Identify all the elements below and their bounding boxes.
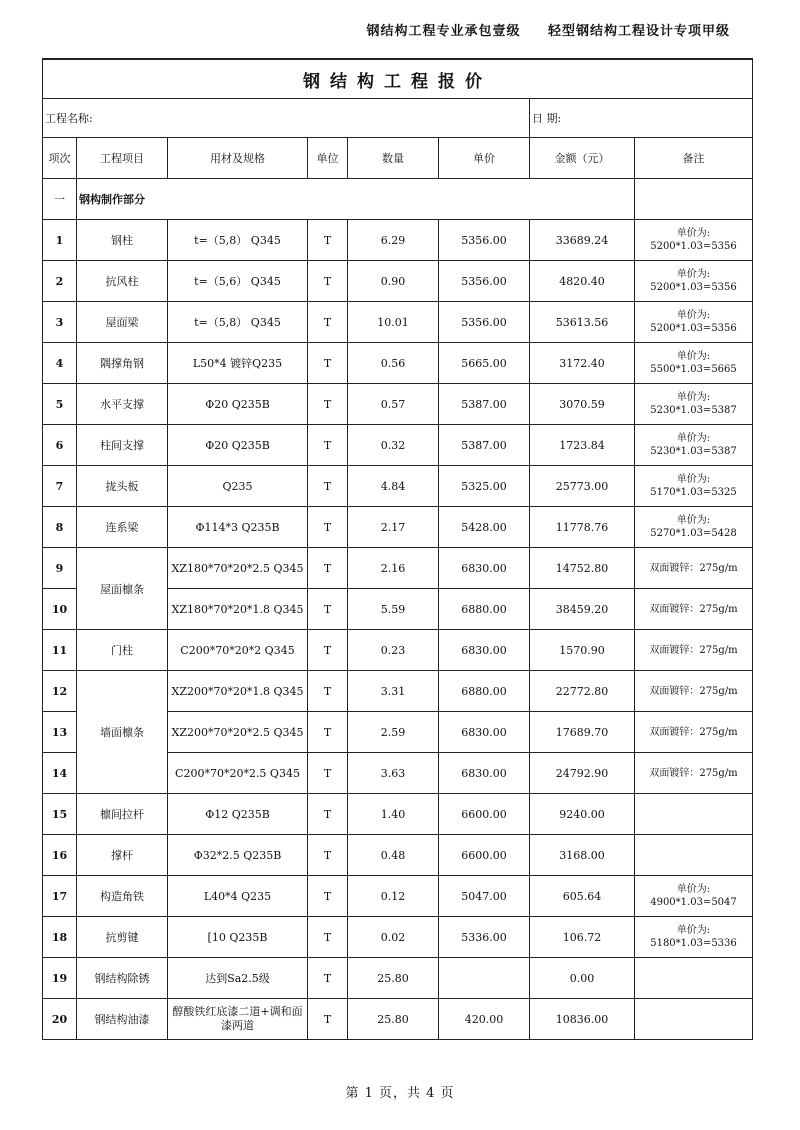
row-item: 屋面梁 xyxy=(77,302,168,343)
row-note: 单价为: 5170*1.03=5325 xyxy=(635,466,753,507)
row-spec: L40*4 Q235 xyxy=(168,876,308,917)
row-no: 8 xyxy=(43,507,77,548)
row-qty: 4.84 xyxy=(348,466,439,507)
row-item: 柱间支撑 xyxy=(77,425,168,466)
row-qty: 2.59 xyxy=(348,712,439,753)
row-item: 拢头板 xyxy=(77,466,168,507)
row-spec: 醇酸铁红底漆二道+调和面漆两道 xyxy=(168,999,308,1040)
row-spec: Φ32*2.5 Q235B xyxy=(168,835,308,876)
row-note: 单价为: 5200*1.03=5356 xyxy=(635,261,753,302)
quotation-table xyxy=(42,58,753,1040)
row-unit: T xyxy=(308,466,348,507)
row-item: 钢结构除锈 xyxy=(77,958,168,999)
header-price: 单价 xyxy=(439,138,530,179)
row-amount: 605.64 xyxy=(530,876,635,917)
row-price: 6830.00 xyxy=(439,548,530,589)
row-note: 单价为: 5230*1.03=5387 xyxy=(635,384,753,425)
row-price: 5325.00 xyxy=(439,466,530,507)
cert-design: 轻型钢结构工程设计专项甲级 xyxy=(547,24,730,39)
row-no: 10 xyxy=(43,589,77,630)
row-spec: C200*70*20*2.5 Q345 xyxy=(168,753,308,794)
row-price: 5356.00 xyxy=(439,220,530,261)
row-amount: 53613.56 xyxy=(530,302,635,343)
row-price: 5356.00 xyxy=(439,261,530,302)
row-note: 双面镀锌：275g/m xyxy=(635,671,753,712)
row-unit: T xyxy=(308,835,348,876)
row-qty: 10.01 xyxy=(348,302,439,343)
row-price: 6830.00 xyxy=(439,712,530,753)
row-price: 5356.00 xyxy=(439,302,530,343)
row-spec: XZ180*70*20*1.8 Q345 xyxy=(168,589,308,630)
header-qty: 数量 xyxy=(348,138,439,179)
row-item: 抗风柱 xyxy=(77,261,168,302)
row-note: 单价为: 5230*1.03=5387 xyxy=(635,425,753,466)
row-unit: T xyxy=(308,384,348,425)
row-qty: 3.63 xyxy=(348,753,439,794)
row-item: 门柱 xyxy=(77,630,168,671)
row-note xyxy=(635,794,753,835)
row-no: 4 xyxy=(43,343,77,384)
row-unit: T xyxy=(308,712,348,753)
row-spec: XZ200*70*20*1.8 Q345 xyxy=(168,671,308,712)
row-spec: XZ180*70*20*2.5 Q345 xyxy=(168,548,308,589)
row-amount: 22772.80 xyxy=(530,671,635,712)
row-price: 5047.00 xyxy=(439,876,530,917)
row-item: 构造角铁 xyxy=(77,876,168,917)
row-price: 5387.00 xyxy=(439,384,530,425)
row-amount: 14752.80 xyxy=(530,548,635,589)
row-amount: 4820.40 xyxy=(530,261,635,302)
row-price: 6880.00 xyxy=(439,671,530,712)
row-qty: 5.59 xyxy=(348,589,439,630)
row-item: 墙面檩条 xyxy=(77,671,168,794)
row-amount: 17689.70 xyxy=(530,712,635,753)
row-item: 抗剪键 xyxy=(77,917,168,958)
row-no: 11 xyxy=(43,630,77,671)
row-qty: 6.29 xyxy=(348,220,439,261)
table-row xyxy=(43,261,753,302)
row-amount: 3168.00 xyxy=(530,835,635,876)
row-no: 17 xyxy=(43,876,77,917)
row-no: 6 xyxy=(43,425,77,466)
row-no: 18 xyxy=(43,917,77,958)
row-qty: 0.02 xyxy=(348,917,439,958)
table-row xyxy=(43,466,753,507)
row-price: 5336.00 xyxy=(439,917,530,958)
row-spec: C200*70*20*2 Q345 xyxy=(168,630,308,671)
header-unit: 单位 xyxy=(308,138,348,179)
table-row xyxy=(43,999,753,1040)
row-unit: T xyxy=(308,548,348,589)
row-qty: 0.32 xyxy=(348,425,439,466)
row-price: 5665.00 xyxy=(439,343,530,384)
row-qty: 0.23 xyxy=(348,630,439,671)
row-no: 5 xyxy=(43,384,77,425)
row-spec: t=（5,8） Q345 xyxy=(168,302,308,343)
row-no: 1 xyxy=(43,220,77,261)
row-amount: 33689.24 xyxy=(530,220,635,261)
section-row xyxy=(43,179,753,220)
table-row xyxy=(43,302,753,343)
row-no: 12 xyxy=(43,671,77,712)
row-amount: 3172.40 xyxy=(530,343,635,384)
row-qty: 0.56 xyxy=(348,343,439,384)
row-spec: 达到Sa2.5级 xyxy=(168,958,308,999)
page-title: 钢结构工程报价 xyxy=(43,59,753,99)
row-no: 20 xyxy=(43,999,77,1040)
info-row xyxy=(43,99,753,138)
row-unit: T xyxy=(308,343,348,384)
row-unit: T xyxy=(308,425,348,466)
row-note xyxy=(635,958,753,999)
table-row xyxy=(43,507,753,548)
row-amount: 106.72 xyxy=(530,917,635,958)
row-no: 15 xyxy=(43,794,77,835)
row-qty: 25.80 xyxy=(348,999,439,1040)
row-qty: 1.40 xyxy=(348,794,439,835)
row-note: 单价为: 5270*1.03=5428 xyxy=(635,507,753,548)
row-amount: 11778.76 xyxy=(530,507,635,548)
row-amount: 1723.84 xyxy=(530,425,635,466)
row-unit: T xyxy=(308,261,348,302)
row-unit: T xyxy=(308,876,348,917)
row-no: 2 xyxy=(43,261,77,302)
table-row xyxy=(43,794,753,835)
row-note: 双面镀锌：275g/m xyxy=(635,548,753,589)
header-no: 项次 xyxy=(43,138,77,179)
row-no: 16 xyxy=(43,835,77,876)
row-no: 14 xyxy=(43,753,77,794)
row-amount: 0.00 xyxy=(530,958,635,999)
table-row xyxy=(43,630,753,671)
row-qty: 0.90 xyxy=(348,261,439,302)
row-note xyxy=(635,999,753,1040)
cert-contracting: 钢结构工程专业承包壹级 xyxy=(366,24,521,39)
row-spec: Φ20 Q235B xyxy=(168,384,308,425)
row-unit: T xyxy=(308,917,348,958)
row-amount: 9240.00 xyxy=(530,794,635,835)
header-item: 工程项目 xyxy=(77,138,168,179)
row-price xyxy=(439,958,530,999)
row-spec: XZ200*70*20*2.5 Q345 xyxy=(168,712,308,753)
row-spec: Q235 xyxy=(168,466,308,507)
row-item: 檩间拉杆 xyxy=(77,794,168,835)
table-row xyxy=(43,425,753,466)
row-item: 连系梁 xyxy=(77,507,168,548)
row-note: 单价为: 5180*1.03=5336 xyxy=(635,917,753,958)
row-no: 3 xyxy=(43,302,77,343)
row-unit: T xyxy=(308,753,348,794)
row-unit: T xyxy=(308,589,348,630)
row-no: 7 xyxy=(43,466,77,507)
row-amount: 10836.00 xyxy=(530,999,635,1040)
row-price: 6830.00 xyxy=(439,630,530,671)
row-item: 撑杆 xyxy=(77,835,168,876)
project-name-label: 工程名称: xyxy=(43,99,530,138)
row-note: 双面镀锌：275g/m xyxy=(635,589,753,630)
header-amount: 金额（元） xyxy=(530,138,635,179)
row-unit: T xyxy=(308,220,348,261)
row-spec: [10 Q235B xyxy=(168,917,308,958)
date-label: 日 期: xyxy=(530,99,753,138)
table-row xyxy=(43,220,753,261)
table-row xyxy=(43,548,753,589)
row-item: 钢结构油漆 xyxy=(77,999,168,1040)
row-note: 双面镀锌：275g/m xyxy=(635,753,753,794)
header-note: 备注 xyxy=(635,138,753,179)
section-note xyxy=(635,179,753,220)
row-no: 9 xyxy=(43,548,77,589)
row-spec: L50*4 镀锌Q235 xyxy=(168,343,308,384)
row-unit: T xyxy=(308,671,348,712)
row-price: 6600.00 xyxy=(439,835,530,876)
row-qty: 3.31 xyxy=(348,671,439,712)
row-item: 屋面檩条 xyxy=(77,548,168,630)
header-row xyxy=(43,138,753,179)
row-no: 13 xyxy=(43,712,77,753)
row-note: 单价为: 5200*1.03=5356 xyxy=(635,302,753,343)
row-item: 钢柱 xyxy=(77,220,168,261)
row-amount: 24792.90 xyxy=(530,753,635,794)
row-amount: 38459.20 xyxy=(530,589,635,630)
row-amount: 25773.00 xyxy=(530,466,635,507)
row-no: 19 xyxy=(43,958,77,999)
row-amount: 1570.90 xyxy=(530,630,635,671)
row-spec: Φ12 Q235B xyxy=(168,794,308,835)
table-row xyxy=(43,917,753,958)
section-no: 一 xyxy=(43,179,77,220)
row-qty: 0.12 xyxy=(348,876,439,917)
row-price: 6830.00 xyxy=(439,753,530,794)
row-price: 5387.00 xyxy=(439,425,530,466)
table-row xyxy=(43,671,753,712)
row-price: 6880.00 xyxy=(439,589,530,630)
row-note: 单价为: 5500*1.03=5665 xyxy=(635,343,753,384)
certification-header xyxy=(344,20,730,39)
title-row xyxy=(43,59,753,99)
table-row xyxy=(43,384,753,425)
row-note xyxy=(635,835,753,876)
row-unit: T xyxy=(308,958,348,999)
row-qty: 2.16 xyxy=(348,548,439,589)
row-price: 5428.00 xyxy=(439,507,530,548)
header-spec: 用材及规格 xyxy=(168,138,308,179)
row-item: 隅撑角钢 xyxy=(77,343,168,384)
row-qty: 2.17 xyxy=(348,507,439,548)
row-note: 双面镀锌：275g/m xyxy=(635,630,753,671)
table-row xyxy=(43,835,753,876)
row-unit: T xyxy=(308,507,348,548)
table-row xyxy=(43,876,753,917)
row-note: 单价为: 5200*1.03=5356 xyxy=(635,220,753,261)
row-spec: Φ20 Q235B xyxy=(168,425,308,466)
row-qty: 25.80 xyxy=(348,958,439,999)
row-spec: t=（5,6） Q345 xyxy=(168,261,308,302)
row-note: 双面镀锌：275g/m xyxy=(635,712,753,753)
table-row xyxy=(43,958,753,999)
row-unit: T xyxy=(308,302,348,343)
row-note: 单价为: 4900*1.03=5047 xyxy=(635,876,753,917)
row-qty: 0.57 xyxy=(348,384,439,425)
row-unit: T xyxy=(308,630,348,671)
page-footer: 第 1 页，共 4 页 xyxy=(345,1086,455,1101)
row-price: 6600.00 xyxy=(439,794,530,835)
row-item: 水平支撑 xyxy=(77,384,168,425)
row-unit: T xyxy=(308,794,348,835)
row-price: 420.00 xyxy=(439,999,530,1040)
row-unit: T xyxy=(308,999,348,1040)
row-spec: t=（5,8） Q345 xyxy=(168,220,308,261)
row-amount: 3070.59 xyxy=(530,384,635,425)
row-qty: 0.48 xyxy=(348,835,439,876)
row-spec: Φ114*3 Q235B xyxy=(168,507,308,548)
section-name: 钢构制作部分 xyxy=(77,179,635,220)
table-row xyxy=(43,343,753,384)
